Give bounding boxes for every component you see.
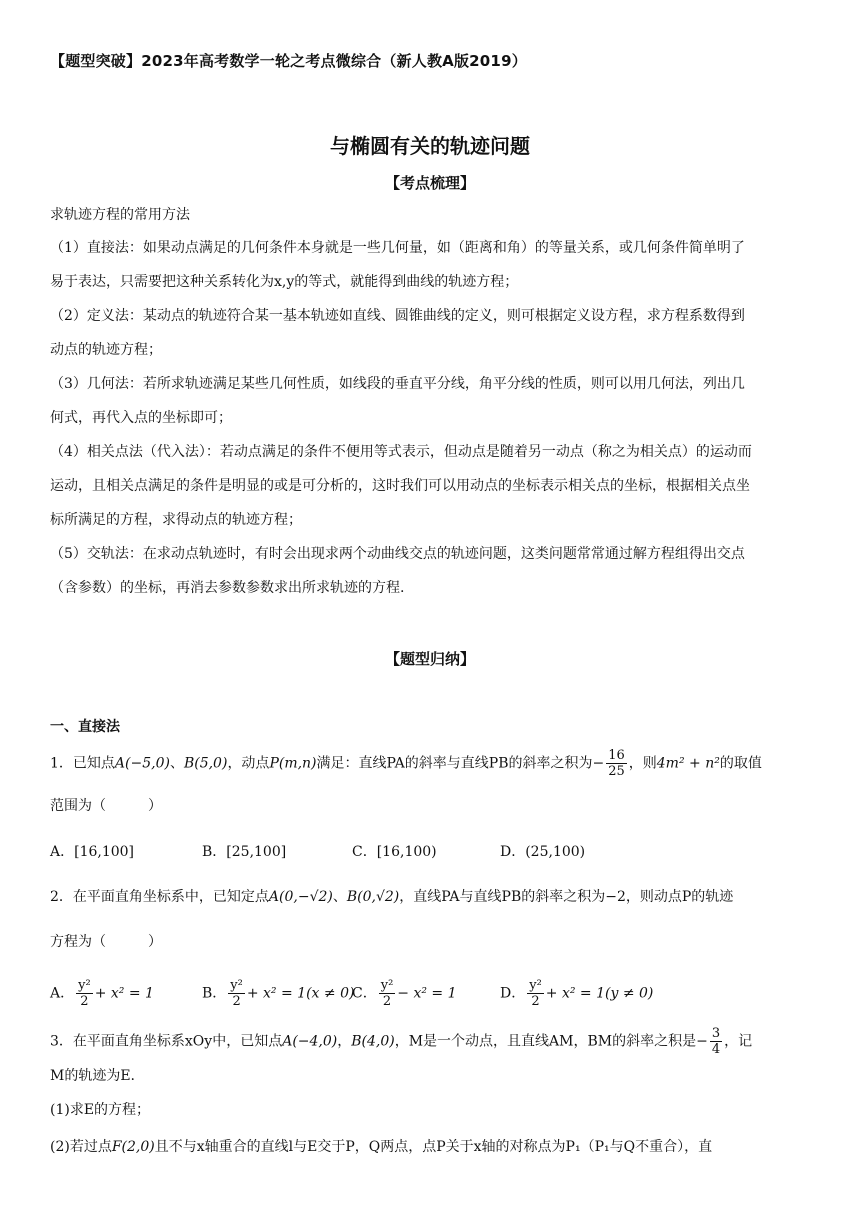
q3-point-b: B(4,0) [351,1033,395,1050]
q2-line1 [50,887,733,907]
q1-frac-num: 16 [608,748,625,763]
q1-fraction [606,748,627,779]
q3-frac-num: 3 [711,1026,721,1041]
q2-option-d-label: D． [500,985,526,1002]
q2-option-a-frac [76,978,93,1009]
q2-option-a-rest: + x² = 1 [94,985,154,1002]
q2-option-a-num: y² [78,978,91,993]
q1-line2: 范围为（ ） [50,798,162,814]
q2-text-b: ，直线PA与直线PB的斜率之积为 [399,889,606,905]
method1-line1: （1）直接法：如果动点满足的几何条件本身就是一些几何量，如（距离和角）的等量关系，或几何条件简单明了 [50,240,745,256]
q3-sub2-text-b: 且不与x轴重合的直线l与E交于P，Q两点，点P关于x轴的对称点为P₁（P₁与Q不重合），直 [154,1139,713,1155]
document-header: 【题型突破】2023年高考数学一轮之考点微综合（新人教A版2019） [50,52,527,70]
q1-frac-den: 25 [608,764,625,779]
method4-line2: 运动，且相关点满足的条件是明显的或是可分析的，这时我们可以用动点的坐标表示相关点的坐标，根据相关点坐 [50,478,750,494]
q3-sub2 [50,1137,712,1157]
q1-point-b: B(5,0) [183,755,228,772]
q1-text-d: ，则 [628,755,657,772]
q3-frac-sign: − [696,1033,708,1050]
method1-line2: 易于表达，只需要把这种关系转化为x,y的等式，就能得到曲线的轨迹方程； [50,274,519,290]
q2-point-a: A(0,−√2) [268,889,333,905]
q2-option-b-label: B． [202,985,227,1002]
q2-option-c [352,978,457,1009]
q3-frac-den: 4 [711,1042,721,1057]
q2-text-c: ，则动点P的轨迹 [625,889,734,905]
q2-value: −2 [605,889,626,905]
q1-text-a: 1．已知点 [50,755,115,772]
q1-option-a: A．[16,100] [50,844,135,860]
methods-intro: 求轨迹方程的常用方法 [50,207,190,223]
q2-option-b [202,978,354,1009]
q3-point-f: F(2,0) [111,1139,155,1155]
q2-option-c-num: y² [380,978,394,993]
method2-line2: 动点的轨迹方程； [50,342,162,358]
q3-sub1: (1)求E的方程； [50,1102,151,1118]
q2-option-c-den: 2 [382,994,392,1009]
q1-frac-sign: − [592,755,605,772]
q2-option-b-den: 2 [232,994,241,1009]
q2-sep: 、 [332,889,347,905]
q2-option-b-frac [228,978,245,1009]
q3-text-a: 3．在平面直角坐标系xOy中，已知点 [50,1033,283,1050]
q2-option-a-den: 2 [80,994,89,1009]
q1-sep: 、 [169,755,184,772]
q3-sep: ， [337,1033,352,1050]
method2-line1: （2）定义法：某动点的轨迹符合某一基本轨迹如直线、圆锥曲线的定义，则可根据定义设方程，求方程系数得到 [50,308,745,324]
q1-point-a: A(−5,0) [114,755,170,772]
method3-line1: （3）几何法：若所求轨迹满足某些几何性质，如线段的垂直平分线，角平分线的性质，则可以用几何法，列出几 [50,376,745,392]
q1-text-c: 满足：直线PA的斜率与直线PB的斜率之积为 [316,755,593,772]
method5-line2: （含参数）的坐标，再消去参数参数求出所求轨迹的方程. [50,580,405,596]
section-heading-kaodian: 【考点梳理】 [384,174,475,192]
q1-point-p: P(m,n) [269,755,317,772]
q2-option-c-frac [379,978,396,1009]
q1-expression: 4m² + n² [656,755,720,772]
q2-option-d-rest: + x² = 1(y ≠ 0) [545,985,654,1002]
q1-text-e: 的取值 [719,755,762,772]
q3-line2: M的轨迹为E. [50,1068,136,1084]
q2-option-c-label: C． [352,985,377,1002]
q2-option-b-num: y² [230,978,243,993]
q2-point-b: B(0,√2) [346,889,400,905]
q2-option-a-label: A． [50,985,75,1002]
q1-option-d: D．(25,100) [500,844,586,860]
method4-line1: （4）相关点法（代入法）：若动点满足的条件不便用等式表示，但动点是随着另一动点（称之为相关点）的运动而 [50,444,752,460]
q2-option-d-frac [527,978,544,1009]
q2-option-d-den: 2 [531,994,540,1009]
method5-line1: （5）交轨法：在求动点轨迹时，有时会出现求两个动曲线交点的轨迹问题，这类问题常常通过解方程组得出交点 [50,546,745,562]
page-title: 与椭圆有关的轨迹问题 [330,134,530,158]
q1-option-c: C．[16,100) [352,844,437,860]
method4-line3: 标所满足的方程，求得动点的轨迹方程； [50,512,302,528]
q2-option-a [50,978,154,1009]
q2-line2: 方程为（ ） [50,934,162,950]
q2-option-d [500,978,653,1009]
q3-fraction [710,1026,722,1057]
section-heading-tixing: 【题型归纳】 [384,650,475,668]
q1-option-b: B．[25,100] [202,844,287,860]
q3-point-a: A(−4,0) [282,1033,338,1050]
method3-line2: 何式，再代入点的坐标即可； [50,410,232,426]
q3-text-b: ，M是一个动点，且直线AM，BM的斜率之积是 [394,1033,697,1050]
q2-text-a: 2．在平面直角坐标系中，已知定点 [50,889,269,905]
q2-option-d-num: y² [529,978,542,993]
part-heading-direct: 一、直接法 [50,719,120,735]
q3-text-c: ，记 [724,1033,753,1050]
q1-line1 [50,748,762,779]
q1-text-b: ，动点 [227,755,270,772]
q2-option-b-rest: + x² = 1(x ≠ 0) [246,985,355,1002]
q2-option-c-rest: − x² = 1 [397,985,457,1002]
q3-line1 [50,1026,752,1057]
q3-sub2-text-a: (2)若过点 [50,1139,112,1155]
